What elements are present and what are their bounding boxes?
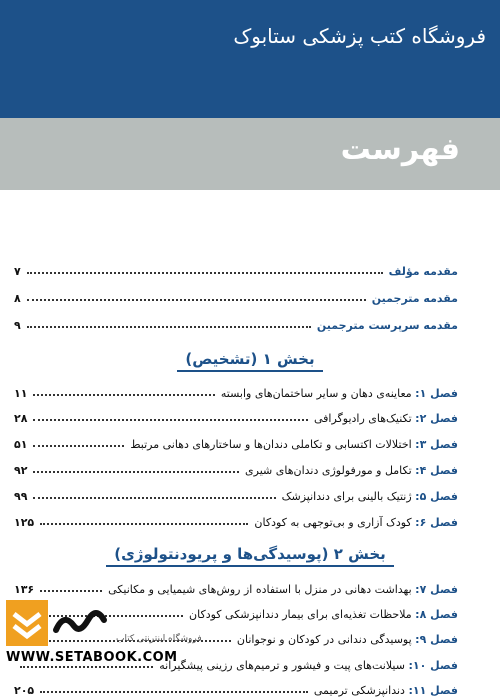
section-1-title (0, 350, 500, 372)
entry-page: ۲۰۵ (14, 684, 35, 697)
chapter-title: تکامل و مورفولوژی دندان‌های شیری (245, 464, 412, 477)
chapter-prefix: فصل ۱: (415, 387, 458, 400)
toc-entry-chapter-11[interactable] (14, 677, 458, 697)
page-title: فهرست (340, 132, 460, 167)
entry-label (314, 412, 458, 425)
entry-label: مقدمه مؤلف (388, 265, 458, 278)
chapter-prefix: فصل ۵: (415, 490, 458, 503)
toc-entry-chapter-1[interactable] (14, 380, 458, 400)
chapter-prefix: فصل ۱۰: (408, 659, 458, 672)
entry-page: ۱۲۵ (14, 516, 35, 529)
entry-label (130, 438, 458, 451)
leader-dots (33, 471, 239, 473)
chapter-title: کودک آزاری و بی‌توجهی به کودکان (254, 516, 412, 529)
chapter-prefix: فصل ۳: (415, 438, 458, 451)
store-name: فروشگاه کتب پزشکی ستابوک (233, 24, 486, 48)
chapter-title: ژنتیک بالینی برای دندانپزشک (281, 490, 412, 503)
section-1-title-text: بخش ۱ (تشخیص) (177, 350, 322, 372)
toc-entry-chapter-4[interactable] (14, 457, 458, 477)
entry-label (282, 490, 458, 503)
chapter-title: معاینه‌ی دهان و سایر ساختمان‌های وابسته (220, 387, 412, 400)
section-2-title-text: بخش ۲ (پوسیدگی‌ها و پریودنتولوژی) (106, 545, 394, 567)
entry-page: ۱۳۶ (14, 583, 35, 596)
chapter-prefix: فصل ۱۱: (408, 684, 458, 697)
leader-dots (33, 394, 214, 396)
entry-page: ۹ (14, 319, 21, 332)
watermark-tagline: فروشگاه اینترنتی کتاب (116, 634, 202, 644)
leader-dots (27, 326, 311, 328)
toc-entry-translators-preface[interactable] (14, 285, 458, 305)
setabook-watermark (6, 600, 236, 668)
entry-label (254, 516, 458, 529)
toc-entry-chapter-2[interactable] (14, 405, 458, 425)
entry-page: ۲۸ (14, 412, 28, 425)
setabook-logo-icon (6, 600, 116, 646)
entry-page: ۸ (14, 292, 21, 305)
entry-label (221, 387, 458, 400)
chapter-title: ملاحظات تغذیه‌ای برای بیمار دندانپزشکی کودکان (189, 608, 412, 621)
chapter-title: اختلالات اکتسابی و تکاملی دندان‌ها و ساختارهای دهانی مرتبط (130, 438, 412, 451)
entry-label: مقدمه سرپرست مترجمین (316, 319, 458, 332)
toc-entry-chapter-3[interactable] (14, 431, 458, 451)
leader-dots (27, 272, 383, 274)
entry-page: ۹۹ (14, 490, 28, 503)
chapter-title: بهداشت دهانی در منزل با استفاده از روش‌های شیمیایی و مکانیکی (108, 583, 412, 596)
entry-label (314, 684, 458, 697)
chapter-prefix: فصل ۹: (415, 633, 458, 646)
toc-entry-author-preface[interactable] (14, 258, 458, 278)
entry-label: مقدمه مترجمین (371, 292, 458, 305)
chapter-prefix: فصل ۷: (415, 583, 458, 596)
entry-page: ۹۲ (14, 464, 28, 477)
leader-dots (27, 299, 366, 301)
chapter-prefix: فصل ۸: (415, 608, 458, 621)
leader-dots (33, 497, 275, 499)
entry-page: ۵۱ (14, 438, 28, 451)
chapter-prefix: فصل ۲: (415, 412, 458, 425)
chapter-title: دندانپزشکی ترمیمی (313, 684, 405, 697)
toc-entry-chapter-6[interactable] (14, 509, 458, 529)
entry-label (108, 583, 458, 596)
leader-dots (33, 445, 124, 447)
chapter-title: تکنیک‌های رادیوگرافی (313, 412, 412, 425)
section-2-title (0, 545, 500, 567)
entry-label (245, 464, 458, 477)
leader-dots (40, 691, 308, 693)
leader-dots (40, 523, 248, 525)
chapter-prefix: فصل ۴: (415, 464, 458, 477)
chapter-title: سیلانت‌های پیت و فیشور و ترمیم‌های رزینی پیشگیرانه (159, 659, 405, 672)
watermark-url[interactable]: WWW.SETABOOK.COM (6, 650, 178, 665)
leader-dots (40, 590, 102, 592)
entry-label (237, 633, 458, 646)
toc-entry-chapter-5[interactable] (14, 483, 458, 503)
entry-page: ۱۱ (14, 387, 28, 400)
toc-entry-chapter-7[interactable] (14, 576, 458, 596)
chapter-prefix: فصل ۶: (415, 516, 458, 529)
leader-dots (33, 419, 308, 421)
chapter-title: پوسیدگی دندانی در کودکان و نوجوانان (236, 633, 412, 646)
toc-entry-chief-translator-preface[interactable] (14, 312, 458, 332)
entry-page: ۷ (14, 265, 21, 278)
